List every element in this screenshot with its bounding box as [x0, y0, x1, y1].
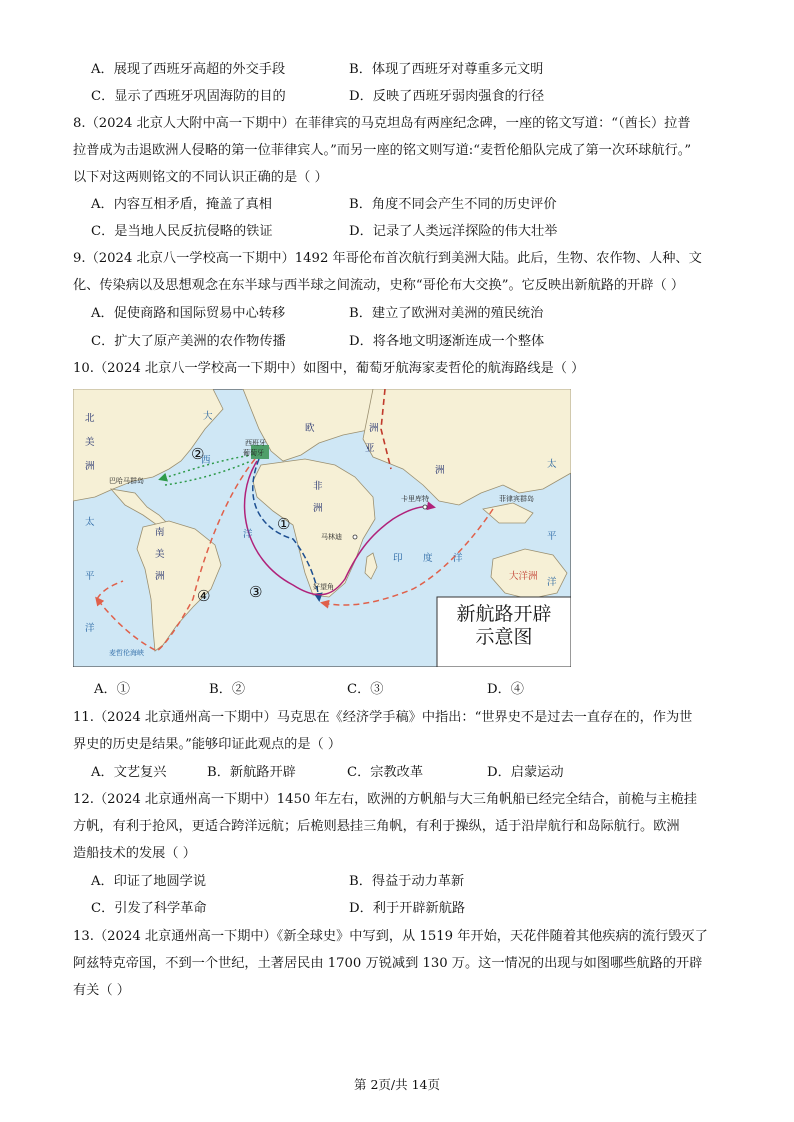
- label-philippines: 菲律宾群岛: [499, 495, 534, 503]
- q9-stem-line-1: 9.（2024 北京八一学校高一下期中）1492 年哥伦布首次航行到美洲大陆。此后，生物、农作物、人种、文: [73, 251, 702, 266]
- label-asia-2: 洲: [435, 465, 445, 476]
- label-pacific-east-2: 平: [547, 531, 557, 542]
- label-indian-1: 印: [393, 553, 403, 564]
- q12-option-c: C．引发了科学革命: [91, 901, 207, 916]
- q10-option-d: D．④: [487, 682, 524, 697]
- label-atlantic-2: 西: [201, 455, 211, 466]
- label-south-america-3: 洲: [155, 571, 165, 582]
- q12-option-d: D．利于开辟新航路: [349, 901, 466, 916]
- q7-option-b: B．体现了西班牙对尊重多元文明: [349, 62, 544, 77]
- q11-option-a: A．文艺复兴: [91, 765, 167, 780]
- q11-option-b: B．新航路开辟: [207, 765, 296, 780]
- label-portugal: 葡萄牙: [243, 449, 264, 457]
- q13-stem-line-1: 13.（2024 北京通州高一下期中）《新全球史》中写到，从 1519 年开始，天花伴随着其他疾病的流行毁灭了: [73, 929, 708, 944]
- q7-option-c: C．显示了西班牙巩固海防的目的: [91, 89, 286, 104]
- q9-option-b: B．建立了欧洲对美洲的殖民统治: [349, 306, 544, 321]
- label-malindi: 马林迪: [321, 533, 342, 541]
- q12-stem-line-3: 造船技术的发展（ ）: [73, 846, 196, 861]
- q11-option-d: D．启蒙运动: [487, 765, 564, 780]
- q8-option-d: D．记录了人类远洋探险的伟大壮举: [349, 224, 558, 239]
- q8-option-b: B．角度不同会产生不同的历史评价: [349, 197, 557, 212]
- route-label-4: ④: [197, 587, 211, 605]
- q11-option-c: C．宗教改革: [347, 765, 424, 780]
- q8-option-c: C．是当地人民反抗侵略的铁证: [91, 224, 273, 239]
- q10-option-b: B．②: [209, 682, 246, 697]
- new-sea-routes-map: [73, 389, 571, 667]
- q12-option-a: A．印证了地圆学说: [91, 874, 207, 889]
- label-oceania: 大洋洲: [509, 571, 538, 582]
- label-africa-1: 非: [313, 481, 323, 492]
- q12-stem-line-1: 12.（2024 北京通州高一下期中）1450 年左右，欧洲的方帆船与大三角帆船已经完全结合，前桅与主桅挂: [73, 792, 697, 807]
- label-bahamas: 巴哈马群岛: [109, 477, 144, 485]
- label-europe-2: 洲: [369, 423, 379, 434]
- label-north-america-2: 美: [85, 437, 95, 448]
- label-spain: 西班牙: [245, 439, 266, 447]
- q11-stem-line-1: 11.（2024 北京通州高一下期中）马克思在《经济学手稿》中指出：“世界史不是过去一直存在的，作为世: [73, 710, 693, 725]
- map-title-line-2: 示意图: [475, 626, 533, 648]
- label-pacific-west-3: 洋: [85, 623, 95, 634]
- label-pacific-east-1: 太: [547, 459, 557, 470]
- page-number: 第 2页/共 14页: [353, 1077, 441, 1092]
- label-south-america-2: 美: [155, 549, 165, 560]
- q10-option-c: C．③: [347, 682, 384, 697]
- q9-option-c: C．扩大了原产美洲的农作物传播: [91, 334, 286, 349]
- label-pacific-west-2: 平: [85, 571, 95, 582]
- q12-stem-line-2: 方帆，有利于抢风，更适合跨洋远航；后桅则悬挂三角帆，有利于操纵，适于沿岸航行和岛际航行。欧洲: [73, 819, 680, 834]
- label-indian-3: 洋: [453, 553, 463, 564]
- q12-option-b: B．得益于动力革新: [349, 874, 465, 889]
- q9-option-a: A．促使商路和国际贸易中心转移: [91, 306, 286, 321]
- label-pacific-west-1: 太: [85, 517, 95, 528]
- q8-option-a: A．内容互相矛盾，掩盖了真相: [91, 197, 272, 212]
- label-pacific-east-3: 洋: [547, 577, 557, 588]
- q13-stem-line-2: 阿兹特克帝国，不到一个世纪，土著居民由 1700 万锐减到 130 万。这一情况的出现与如图哪些航路的开辟: [73, 956, 703, 971]
- route-label-3: ③: [249, 583, 263, 601]
- map-title-line-1: 新航路开辟: [456, 603, 552, 625]
- malindi-marker: [353, 535, 357, 539]
- label-indian-2: 度: [423, 553, 433, 564]
- q10-stem: 10.（2024 北京八一学校高一下期中）如图中，葡萄牙航海家麦哲伦的航海路线是（ ）: [73, 361, 585, 376]
- label-asia-1: 亚: [365, 443, 375, 454]
- label-atlantic-1: 大: [203, 411, 213, 422]
- q11-stem-line-2: 界史的历史是结果。”能够印证此观点的是（ ）: [73, 737, 342, 752]
- route-label-1: ①: [277, 515, 291, 533]
- label-atlantic-3: 洋: [243, 529, 253, 540]
- route-label-2: ②: [191, 445, 205, 463]
- label-europe-1: 欧: [305, 423, 315, 434]
- q8-stem-line-1: 8.（2024 北京人大附中高一下期中）在菲律宾的马克坦岛有两座纪念碑，一座的铭文写道：“（酋长）拉普: [73, 116, 691, 131]
- label-africa-2: 洲: [313, 503, 323, 514]
- label-north-america-1: 北: [85, 413, 95, 424]
- label-cape: 好望角: [313, 583, 334, 591]
- label-south-america-1: 南: [155, 527, 165, 538]
- q13-stem-line-3: 有关（ ）: [73, 983, 130, 998]
- q7-option-a: A．展现了西班牙高超的外交手段: [91, 62, 286, 77]
- q8-stem-line-3: 以下对这两则铭文的不同认识正确的是（ ）: [73, 170, 328, 185]
- q10-option-a: A．①: [94, 682, 130, 697]
- label-magellan-strait: 麦哲伦海峡: [109, 649, 144, 657]
- calicut-marker: [423, 505, 427, 509]
- q8-stem-line-2: 拉普成为击退欧洲人侵略的第一位菲律宾人。”而另一座的铭文则写道:“麦哲伦船队完成了第一次环球航行。”: [73, 143, 692, 158]
- label-calicut: 卡里库特: [401, 495, 429, 503]
- q9-option-d: D．将各地文明逐渐连成一个整体: [349, 334, 545, 349]
- q9-stem-line-2: 化、传染病以及思想观念在东半球与西半球之间流动，史称“哥伦布大交换”。它反映出新航路的开辟（ ）: [73, 278, 685, 293]
- q7-option-d: D．反映了西班牙弱肉强食的行径: [349, 89, 545, 104]
- label-north-america-3: 洲: [85, 461, 95, 472]
